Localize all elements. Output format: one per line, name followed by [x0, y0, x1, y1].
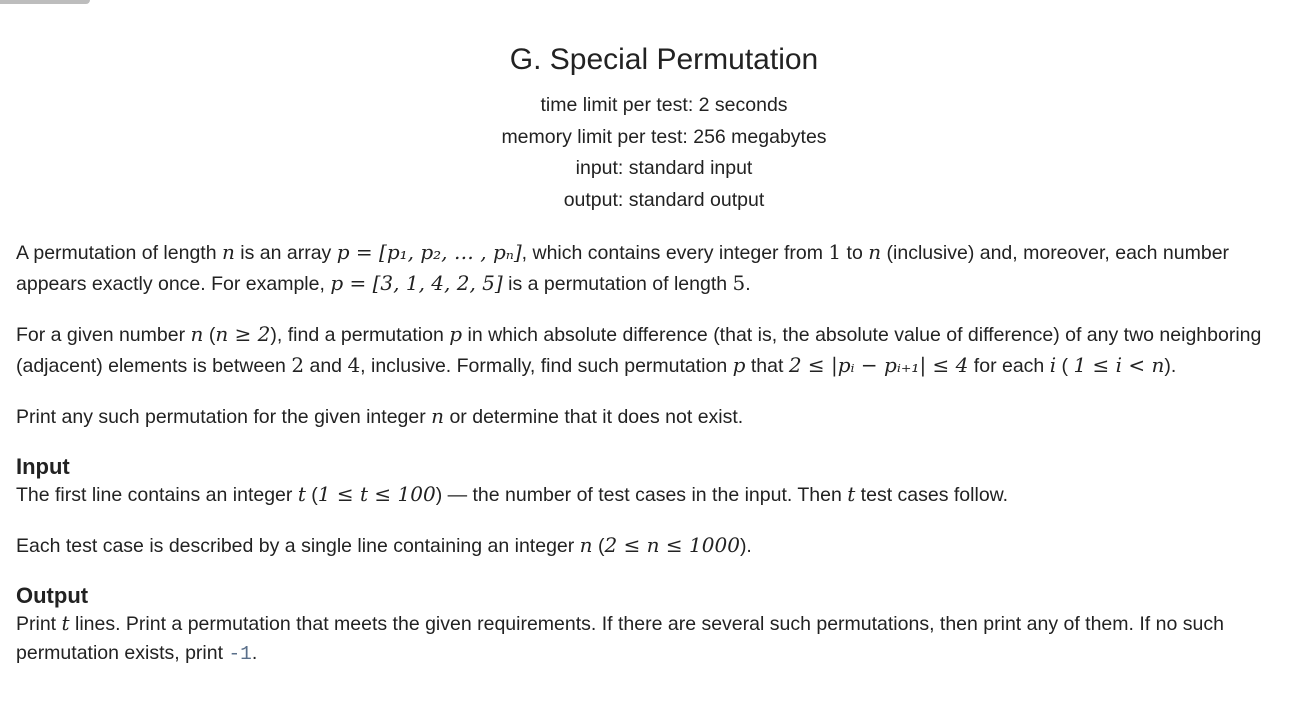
text-segment: is an array — [234, 242, 337, 264]
text-segment: . — [251, 642, 258, 664]
math-expression: n — [868, 240, 882, 264]
input-spec: input: standard input — [575, 157, 753, 179]
math-expression: p — [449, 322, 463, 346]
math-expression: 2 — [291, 352, 305, 377]
math-expression: p = [3, 1, 4, 2, 5] — [330, 270, 503, 295]
text-segment: or determine that it does not exist. — [444, 406, 744, 428]
math-expression: 4 — [347, 352, 361, 377]
output-spec: output: standard output — [563, 188, 765, 211]
text-segment: that — [745, 354, 789, 377]
text-segment: The first line contains an integer — [16, 483, 298, 506]
text-segment: lines. Print a permutation that meets the given requirements. If there are several such permutations, then print any of them. If no such permutation exists, print — [16, 612, 1224, 664]
text-segment: Each test case is described by a single line containing an integer — [16, 535, 580, 557]
math-expression: p — [732, 352, 746, 377]
math-expression: n — [190, 322, 204, 346]
math-expression: 5 — [732, 270, 746, 295]
statement-paragraph — [16, 320, 1296, 381]
text-segment: is a permutation of length — [502, 272, 733, 295]
statement-paragraph — [16, 238, 1296, 299]
problem-title: G. Special Permutation — [509, 43, 819, 76]
math-expression: n — [579, 533, 593, 557]
text-segment: test cases follow. — [855, 483, 1009, 506]
text-segment: For a given number — [16, 324, 191, 346]
math-expression: 2 ≤ n ≤ 1000 — [604, 533, 740, 557]
math-expression: 1 — [828, 240, 842, 264]
code-value: -1 — [228, 643, 252, 665]
input-paragraph — [16, 480, 1296, 511]
text-segment: (inclusive) and, moreover, each number appears exactly once. For example, — [16, 242, 1230, 295]
browser-tab-edge — [0, 0, 90, 4]
math-expression: t — [297, 481, 306, 506]
problem-statement — [16, 238, 1296, 691]
text-segment: in which absolute difference (that is, the absolute value of difference) of any two neighboring (adjacent) elements is between — [16, 324, 1262, 377]
input-heading: Input — [16, 453, 70, 479]
math-expression: t — [61, 610, 70, 635]
output-paragraph — [16, 609, 1296, 670]
math-expression: p = [p₁, p₂, … , pₙ] — [336, 240, 522, 264]
text-segment: , inclusive. Formally, find such permutation — [360, 354, 733, 377]
text-segment: , which contains every integer from — [521, 242, 829, 264]
text-segment: ( — [592, 535, 605, 557]
text-segment: to — [841, 242, 869, 264]
text-segment: ( — [305, 483, 318, 506]
text-segment: ( — [203, 324, 216, 346]
math-expression: n ≥ 2 — [215, 322, 271, 346]
problem-header — [0, 38, 1312, 216]
text-segment: ), find a permutation — [270, 324, 450, 346]
time-limit: time limit per test: 2 seconds — [540, 94, 788, 116]
math-expression: t — [847, 481, 856, 506]
text-segment: and — [304, 354, 348, 377]
memory-limit: memory limit per test: 256 megabytes — [501, 125, 827, 148]
math-expression: 2 ≤ |pᵢ − pᵢ₊₁| ≤ 4 — [788, 352, 969, 377]
statement-paragraph — [16, 402, 1296, 433]
text-segment: Print — [16, 612, 62, 635]
text-segment: ). — [739, 535, 752, 557]
text-segment: Print any such permutation for the given integer — [16, 406, 432, 428]
math-expression: 1 ≤ i < n — [1073, 352, 1165, 377]
input-paragraph — [16, 531, 1296, 562]
text-segment: . — [745, 272, 751, 295]
math-expression: n — [431, 404, 445, 428]
text-segment: ). — [1164, 354, 1177, 377]
math-expression: i — [1049, 352, 1057, 377]
math-expression: 1 ≤ t ≤ 100 — [317, 481, 436, 506]
text-segment: ( — [1056, 354, 1074, 377]
output-heading: Output — [16, 582, 89, 608]
text-segment: ) — the number of test cases in the input. Then — [435, 483, 848, 506]
text-segment: A permutation of length — [16, 242, 222, 264]
text-segment: for each — [968, 354, 1050, 377]
math-expression: n — [221, 240, 235, 264]
